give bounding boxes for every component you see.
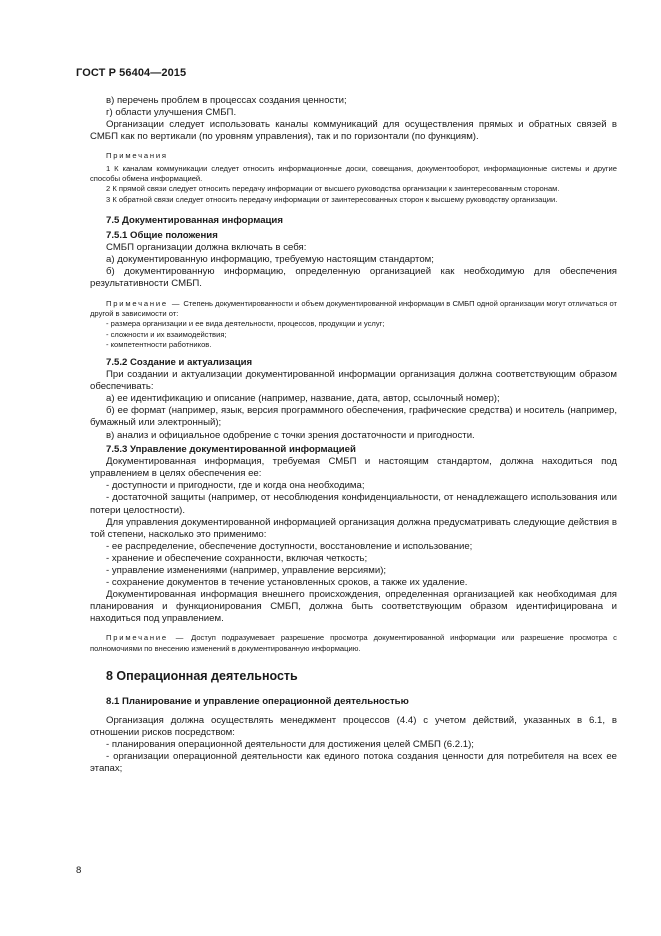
section-7-5-heading: 7.5 Документированная информация xyxy=(106,215,283,227)
section-8-heading: 8 Операционная деятельность xyxy=(106,669,298,684)
list-item: - доступности и пригодности, где и когда она необходима; xyxy=(106,480,365,492)
document-header: ГОСТ Р 56404—2015 xyxy=(76,67,187,79)
list-item: а) ее идентификацию и описание (например, название, дата, автор, ссылочный номер); xyxy=(106,393,500,405)
note-2: 2 К прямой связи следует относить передачу информации от высшего руководства организации к заинтересованным сторонам. xyxy=(106,184,560,194)
list-item: - хранение и обеспечение сохранности, включая четкость; xyxy=(106,552,368,564)
page-number: 8 xyxy=(76,865,82,876)
paragraph-control: Документированная информация, требуемая СМБП и настоящим стандартом, должна находиться под управлением в целях обеспечения ее: xyxy=(90,456,617,480)
note-list-item: - сложности и их взаимодействия; xyxy=(106,329,227,339)
notes-label: Примечания xyxy=(106,151,168,161)
list-item: - организации операционной деятельности как единого потока создания ценности для потребителя на всех ее этапах; xyxy=(90,751,617,775)
page-content xyxy=(90,95,617,775)
note-label: Примечание — xyxy=(106,633,186,643)
list-item: - ее распределение, обеспечение доступности, восстановление и использование; xyxy=(106,540,473,552)
list-item-v: в) перечень проблем в процессах создания ценности; xyxy=(106,95,347,106)
note-3: 3 К обратной связи следует относить передачу информации от заинтересованных сторон к высшему руководству организации. xyxy=(106,194,558,204)
paragraph-communications: Организации следует использовать каналы коммуникаций для осуществления прямых и обратных связей в СМБП как по вертикали (по уровням управления), так и по горизонтали (по функциям). xyxy=(90,119,617,143)
list-item: - планирования операционной деятельности для достижения целей СМБП (6.2.1); xyxy=(106,738,474,750)
note-1: 1 К каналам коммуникации следует относить информационные доски, совещания, документооборот, информационные системы и другие способы обмена информацией. xyxy=(90,163,617,183)
note-access xyxy=(90,633,617,654)
note-text: Доступ подразумевает разрешение просмотра документированной информации или разрешение просмотра с полномочиями по внесению изменений в документированную информацию. xyxy=(90,633,617,653)
list-item-g: г) области улучшения СМБП. xyxy=(106,107,237,119)
note-list-item: - компетентности работников. xyxy=(106,340,212,350)
note-label: Примечание — xyxy=(106,298,182,308)
note-list-item: - размера организации и ее вида деятельности, процессов, продукции и услуг; xyxy=(106,319,385,329)
list-item: - достаточной защиты (например, от несоблюдения конфиденциальности, от ненадлежащего использования или потери целостности). xyxy=(90,492,617,516)
paragraph-operations: Организация должна осуществлять менеджмент процессов (4.4) с учетом действий, указанных в 6.1, в отношении рисков посредством: xyxy=(90,714,617,738)
list-item: в) анализ и официальное одобрение с точки зрения достаточности и пригодности. xyxy=(106,429,475,441)
section-7-5-1-heading: 7.5.1 Общие положения xyxy=(106,229,218,241)
paragraph-intro: СМБП организации должна включать в себя: xyxy=(106,242,307,254)
list-item-a: а) документированную информацию, требуемую настоящим стандартом; xyxy=(106,254,434,266)
paragraph-creation: При создании и актуализации документированной информации организация должна соответствующим образом обеспечивать: xyxy=(90,369,617,393)
note-text: Степень документированности и объем документированной информации в СМБП одной организации могут отличаться от другой в зависимости от: xyxy=(90,298,617,318)
section-8-1-heading: 8.1 Планирование и управление операционной деятельностью xyxy=(106,696,409,708)
paragraph-actions: Для управления документированной информацией организация должна предусматривать следующие действия в той степени, насколько это применимо: xyxy=(90,516,617,540)
note-documented-info xyxy=(90,299,617,320)
list-item: - управление изменениями (например, управление версиями); xyxy=(106,565,387,577)
list-item: - сохранение документов в течение установленных сроков, а также их удаление. xyxy=(106,577,468,589)
paragraph-external: Документированная информация внешнего происхождения, определенная организацией как необходимая для планирования и функционирования СМБП, должна быть соответствующим образом идентифицирована и находиться под управлением. xyxy=(90,589,617,625)
list-item-b: б) документированную информацию, определенную организацией как необходимую для обеспечения результативности СМБП. xyxy=(90,266,617,290)
list-item: б) ее формат (например, язык, версия программного обеспечения, графические средства) и носитель (например, бумажный или электронный); xyxy=(90,405,617,429)
section-7-5-3-heading: 7.5.3 Управление документированной информацией xyxy=(106,443,356,455)
section-7-5-2-heading: 7.5.2 Создание и актуализация xyxy=(106,356,253,368)
